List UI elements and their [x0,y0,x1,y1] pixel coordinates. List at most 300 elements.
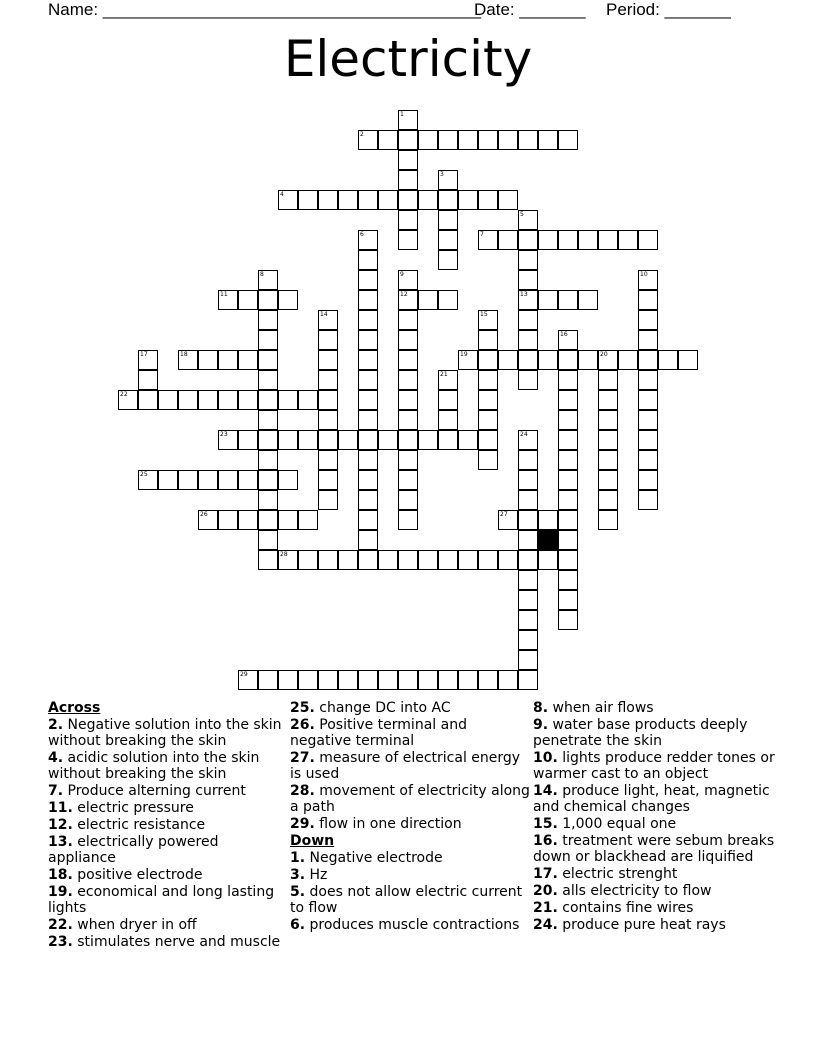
grid-cell[interactable] [578,290,598,310]
grid-cell[interactable] [238,430,258,450]
grid-cell[interactable] [558,450,578,470]
grid-cell[interactable] [318,350,338,370]
grid-cell[interactable] [258,670,278,690]
grid-cell[interactable] [498,350,518,370]
grid-cell[interactable] [278,290,298,310]
grid-cell[interactable] [518,230,538,250]
grid-cell[interactable] [358,370,378,390]
grid-cell[interactable] [418,430,438,450]
grid-cell[interactable] [458,430,478,450]
grid-cell[interactable] [258,530,278,550]
grid-cell[interactable] [438,170,458,190]
clue-down-5: 5. does not allow electric current to flow [290,884,523,916]
grid-cell[interactable] [478,370,498,390]
clues-column-2 [290,700,530,934]
grid-cell[interactable] [538,550,558,570]
clue-number: 13 [520,291,528,298]
grid-cell[interactable] [678,350,698,370]
grid-cell[interactable] [298,390,318,410]
grid-cell[interactable] [598,450,618,470]
clue-down-21: 21. contains fine wires [533,900,694,916]
grid-cell[interactable] [318,550,338,570]
clue-across-23: 23. stimulates nerve and muscle [48,934,281,950]
grid-cell[interactable] [338,190,358,210]
grid-cell[interactable] [518,510,538,530]
grid-cell[interactable] [298,510,318,530]
grid-cell[interactable] [358,230,378,250]
clues-column-1 [48,700,288,951]
grid-cell[interactable] [638,230,658,250]
grid-cell[interactable] [598,470,618,490]
grid-cell[interactable] [398,370,418,390]
grid-cell[interactable] [558,230,578,250]
grid-cell[interactable] [258,550,278,570]
grid-cell[interactable] [478,430,498,450]
grid-cell[interactable] [358,470,378,490]
grid-cell[interactable] [518,290,538,310]
grid-cell[interactable] [378,670,398,690]
grid-cell[interactable] [258,410,278,430]
grid-cell[interactable] [418,130,438,150]
grid-cell[interactable] [438,390,458,410]
grid-cell[interactable] [478,390,498,410]
grid-cell[interactable] [138,390,158,410]
grid-cell[interactable] [478,410,498,430]
grid-cell[interactable] [518,370,538,390]
grid-cell[interactable] [418,670,438,690]
grid-cell[interactable] [378,190,398,210]
grid-cell[interactable] [658,350,678,370]
grid-cell[interactable] [518,490,538,510]
grid-cell[interactable] [178,470,198,490]
grid-cell[interactable] [358,190,378,210]
grid-cell[interactable] [498,130,518,150]
grid-cell[interactable] [238,670,258,690]
grid-cell[interactable] [398,130,418,150]
grid-cell[interactable] [638,470,658,490]
clue-number: 12 [400,291,408,298]
grid-cell[interactable] [398,550,418,570]
grid-cell[interactable] [458,670,478,690]
grid-cell[interactable] [118,390,138,410]
grid-cell[interactable] [638,490,658,510]
grid-cell[interactable] [578,350,598,370]
grid-cell[interactable] [438,370,458,390]
clue-down-16: 16. treatment were sebum breaks down or blackhead are liquified [533,833,775,865]
clue-across-28: 28. movement of electricity along a path [290,783,530,815]
grid-cell[interactable] [458,550,478,570]
grid-cell[interactable] [198,510,218,530]
grid-cell[interactable] [478,350,498,370]
grid-cell[interactable] [538,350,558,370]
clue-across-4: 4. acidic solution into the skin without breaking the skin [48,750,260,782]
grid-cell[interactable] [318,370,338,390]
grid-cell[interactable] [218,430,238,450]
grid-cell[interactable] [438,550,458,570]
clue-across-13: 13. electrically powered appliance [48,834,219,866]
grid-cell[interactable] [398,410,418,430]
clue-across-27: 27. measure of electrical energy is used [290,750,521,782]
clue-down-1: 1. Negative electrode [290,850,443,866]
grid-cell[interactable] [598,430,618,450]
clue-across-18: 18. positive electrode [48,867,203,883]
grid-cell[interactable] [358,490,378,510]
grid-cell[interactable] [358,270,378,290]
grid-cell[interactable] [578,230,598,250]
grid-cell[interactable] [238,350,258,370]
grid-cell[interactable] [598,230,618,250]
clue-down-8: 8. when air flows [533,700,654,716]
grid-cell[interactable] [398,470,418,490]
grid-cell[interactable] [598,390,618,410]
grid-cell[interactable] [258,450,278,470]
grid-cell[interactable] [238,390,258,410]
grid-cell[interactable] [318,430,338,450]
grid-cell[interactable] [298,430,318,450]
grid-cell[interactable] [358,670,378,690]
grid-cell[interactable] [438,130,458,150]
grid-cell[interactable] [478,230,498,250]
grid-cell[interactable] [258,470,278,490]
clue-across-19: 19. economical and long lasting lights [48,884,275,916]
grid-cell[interactable] [458,130,478,150]
clue-number: 21 [440,371,448,378]
puzzle-title: Electricity [283,30,533,88]
grid-cell[interactable] [278,470,298,490]
grid-cell[interactable] [298,670,318,690]
grid-cell[interactable] [218,350,238,370]
grid-cell[interactable] [398,390,418,410]
grid-cell[interactable] [378,550,398,570]
grid-cell[interactable] [518,630,538,650]
grid-cell[interactable] [638,310,658,330]
grid-cell[interactable] [378,130,398,150]
grid-cell[interactable] [638,330,658,350]
grid-cell[interactable] [398,510,418,530]
grid-cell[interactable] [518,270,538,290]
clues-column-3 [533,700,783,934]
grid-cell[interactable] [518,310,538,330]
grid-cell[interactable] [358,330,378,350]
grid-cell[interactable] [358,450,378,470]
grid-cell[interactable] [318,190,338,210]
clue-number: 27 [500,511,508,518]
grid-cell[interactable] [358,530,378,550]
grid-cell[interactable] [558,470,578,490]
grid-cell[interactable] [558,490,578,510]
grid-cell[interactable] [638,370,658,390]
grid-cell[interactable] [598,370,618,390]
grid-cell[interactable] [358,430,378,450]
clue-down-6: 6. produces muscle contractions [290,917,520,933]
grid-cell[interactable] [498,190,518,210]
clue-number: 29 [240,671,248,678]
grid-cell[interactable] [398,230,418,250]
grid-cell[interactable] [318,310,338,330]
grid-cell[interactable] [358,250,378,270]
grid-cell[interactable] [258,430,278,450]
grid-cell[interactable] [518,650,538,670]
grid-cell[interactable] [398,350,418,370]
grid-cell[interactable] [438,250,458,270]
grid-cell[interactable] [558,390,578,410]
grid-cell[interactable] [418,550,438,570]
grid-cell[interactable] [638,290,658,310]
grid-cell[interactable] [618,350,638,370]
grid-cell[interactable] [478,450,498,470]
grid-cell[interactable] [478,330,498,350]
grid-cell[interactable] [558,370,578,390]
grid-cell[interactable] [638,430,658,450]
grid-cell[interactable] [478,550,498,570]
grid-cell[interactable] [398,110,418,130]
grid-cell[interactable] [558,510,578,530]
grid-cell[interactable] [278,390,298,410]
grid-cell[interactable] [538,230,558,250]
grid-cell[interactable] [238,290,258,310]
grid-cell[interactable] [258,290,278,310]
grid-cell[interactable] [238,510,258,530]
clue-number: 3 [440,171,444,178]
grid-cell[interactable] [318,470,338,490]
grid-cell[interactable] [258,490,278,510]
grid-cell[interactable] [278,550,298,570]
grid-cell[interactable] [258,330,278,350]
grid-cell[interactable] [538,130,558,150]
grid-cell[interactable] [398,430,418,450]
grid-cell[interactable] [418,190,438,210]
grid-cell[interactable] [318,390,338,410]
grid-cell[interactable] [498,670,518,690]
grid-cell[interactable] [258,370,278,390]
clue-number: 6 [360,231,364,238]
grid-cell[interactable] [218,290,238,310]
grid-cell[interactable] [558,570,578,590]
clue-down-10: 10. lights produce redder tones or warmer cast to an object [533,750,775,782]
grid-cell[interactable] [518,470,538,490]
grid-cell[interactable] [598,410,618,430]
grid-cell[interactable] [278,190,298,210]
grid-cell[interactable] [638,450,658,470]
grid-cell[interactable] [518,250,538,270]
grid-cell[interactable] [518,550,538,570]
clue-across-22: 22. when dryer in off [48,917,197,933]
grid-cell[interactable] [538,290,558,310]
grid-cell[interactable] [438,210,458,230]
clue-across-12: 12. electric resistance [48,817,206,833]
grid-cell[interactable] [258,310,278,330]
grid-cell[interactable] [558,290,578,310]
grid-cell[interactable] [558,590,578,610]
grid-cell[interactable] [518,570,538,590]
grid-cell[interactable] [498,550,518,570]
grid-cell[interactable] [398,310,418,330]
grid-cell[interactable] [638,270,658,290]
grid-cell[interactable] [398,270,418,290]
grid-cell[interactable] [618,230,638,250]
grid-cell[interactable] [638,390,658,410]
grid-cell[interactable] [178,390,198,410]
grid-cell[interactable] [318,450,338,470]
clue-number: 8 [260,271,264,278]
grid-cell[interactable] [558,130,578,150]
grid-cell[interactable] [518,450,538,470]
grid-cell[interactable] [518,130,538,150]
grid-cell[interactable] [398,150,418,170]
period-field-label: Period: _______ [606,0,731,19]
grid-cell[interactable] [518,330,538,350]
clue-number: 18 [180,351,188,358]
grid-cell[interactable] [358,390,378,410]
grid-cell[interactable] [318,410,338,430]
clue-number: 28 [280,551,288,558]
grid-cell[interactable] [138,470,158,490]
grid-cell[interactable] [198,470,218,490]
grid-cell[interactable] [518,590,538,610]
grid-cell[interactable] [378,430,398,450]
grid-cell[interactable] [258,350,278,370]
grid-cell[interactable] [558,610,578,630]
grid-cell[interactable] [518,350,538,370]
clue-down-14: 14. produce light, heat, magnetic and chemical changes [533,783,770,815]
grid-cell[interactable] [398,290,418,310]
grid-cell[interactable] [398,450,418,470]
clue-number: 23 [220,431,228,438]
clue-across-26: 26. Positive terminal and negative terminal [290,717,467,749]
grid-cell[interactable] [478,130,498,150]
grid-cell[interactable] [138,350,158,370]
clue-down-15: 15. 1,000 equal one [533,816,677,832]
grid-cell[interactable] [398,330,418,350]
grid-cell[interactable] [318,670,338,690]
grid-cell[interactable] [338,550,358,570]
clue-number: 2 [360,131,364,138]
grid-cell[interactable] [158,470,178,490]
clue-number: 9 [400,271,404,278]
grid-cell[interactable] [638,350,658,370]
grid-cell[interactable] [178,350,198,370]
clue-down-17: 17. electric strenght [533,866,678,882]
grid-cell[interactable] [598,490,618,510]
grid-cell[interactable] [558,350,578,370]
grid-cell[interactable] [358,510,378,530]
grid-cell[interactable] [558,430,578,450]
grid-cell[interactable] [558,410,578,430]
grid-cell[interactable] [438,190,458,210]
grid-cell[interactable] [258,270,278,290]
clue-number: 19 [460,351,468,358]
grid-cell[interactable] [438,670,458,690]
grid-cell[interactable] [278,670,298,690]
grid-cell[interactable] [538,510,558,530]
grid-cell[interactable] [458,190,478,210]
black-cell [538,530,558,550]
grid-cell[interactable] [398,670,418,690]
grid-cell[interactable] [258,510,278,530]
clue-number: 11 [220,291,228,298]
grid-cell[interactable] [318,330,338,350]
clue-number: 24 [520,431,528,438]
grid-cell[interactable] [358,130,378,150]
down-heading: Down [290,833,335,849]
grid-cell[interactable] [478,670,498,690]
grid-cell[interactable] [478,310,498,330]
grid-cell[interactable] [598,510,618,530]
grid-cell[interactable] [218,510,238,530]
grid-cell[interactable] [558,530,578,550]
grid-cell[interactable] [138,370,158,390]
clue-number: 1 [400,111,404,118]
grid-cell[interactable] [198,350,218,370]
grid-cell[interactable] [358,410,378,430]
grid-cell[interactable] [598,350,618,370]
grid-cell[interactable] [438,410,458,430]
grid-cell[interactable] [558,330,578,350]
grid-cell[interactable] [638,410,658,430]
grid-cell[interactable] [358,350,378,370]
grid-cell[interactable] [518,610,538,630]
clue-down-20: 20. alls electricity to flow [533,883,712,899]
clue-across-29: 29. flow in one direction [290,816,462,832]
across-heading: Across [48,700,101,716]
grid-cell[interactable] [218,390,238,410]
clue-across-25: 25. change DC into AC [290,700,451,716]
grid-cell[interactable] [298,190,318,210]
grid-cell[interactable] [278,430,298,450]
grid-cell[interactable] [498,230,518,250]
grid-cell[interactable] [458,350,478,370]
clue-number: 7 [480,231,484,238]
grid-cell[interactable] [438,290,458,310]
grid-cell[interactable] [518,210,538,230]
clue-down-3: 3. Hz [290,867,328,883]
clue-number: 22 [120,391,128,398]
grid-cell[interactable] [438,230,458,250]
grid-cell[interactable] [358,310,378,330]
grid-cell[interactable] [298,550,318,570]
grid-cell[interactable] [398,490,418,510]
clue-number: 26 [200,511,208,518]
grid-cell[interactable] [438,430,458,450]
grid-cell[interactable] [558,550,578,570]
grid-cell[interactable] [258,390,278,410]
grid-cell[interactable] [398,190,418,210]
grid-cell[interactable] [418,290,438,310]
clue-number: 4 [280,191,284,198]
grid-cell[interactable] [318,490,338,510]
grid-cell[interactable] [158,390,178,410]
grid-cell[interactable] [238,470,258,490]
grid-cell[interactable] [518,530,538,550]
grid-cell[interactable] [518,670,538,690]
grid-cell[interactable] [358,290,378,310]
name-field-label: Name: ________________________________________ [48,0,481,19]
grid-cell[interactable] [198,390,218,410]
grid-cell[interactable] [498,510,518,530]
grid-cell[interactable] [338,430,358,450]
grid-cell[interactable] [518,430,538,450]
grid-cell[interactable] [358,550,378,570]
grid-cell[interactable] [338,670,358,690]
grid-cell[interactable] [478,190,498,210]
grid-cell[interactable] [278,510,298,530]
grid-cell[interactable] [218,470,238,490]
clue-number: 16 [560,331,568,338]
date-field-label: Date: _______ [474,0,586,19]
grid-cell[interactable] [398,210,418,230]
clue-number: 14 [320,311,328,318]
grid-cell[interactable] [398,170,418,190]
